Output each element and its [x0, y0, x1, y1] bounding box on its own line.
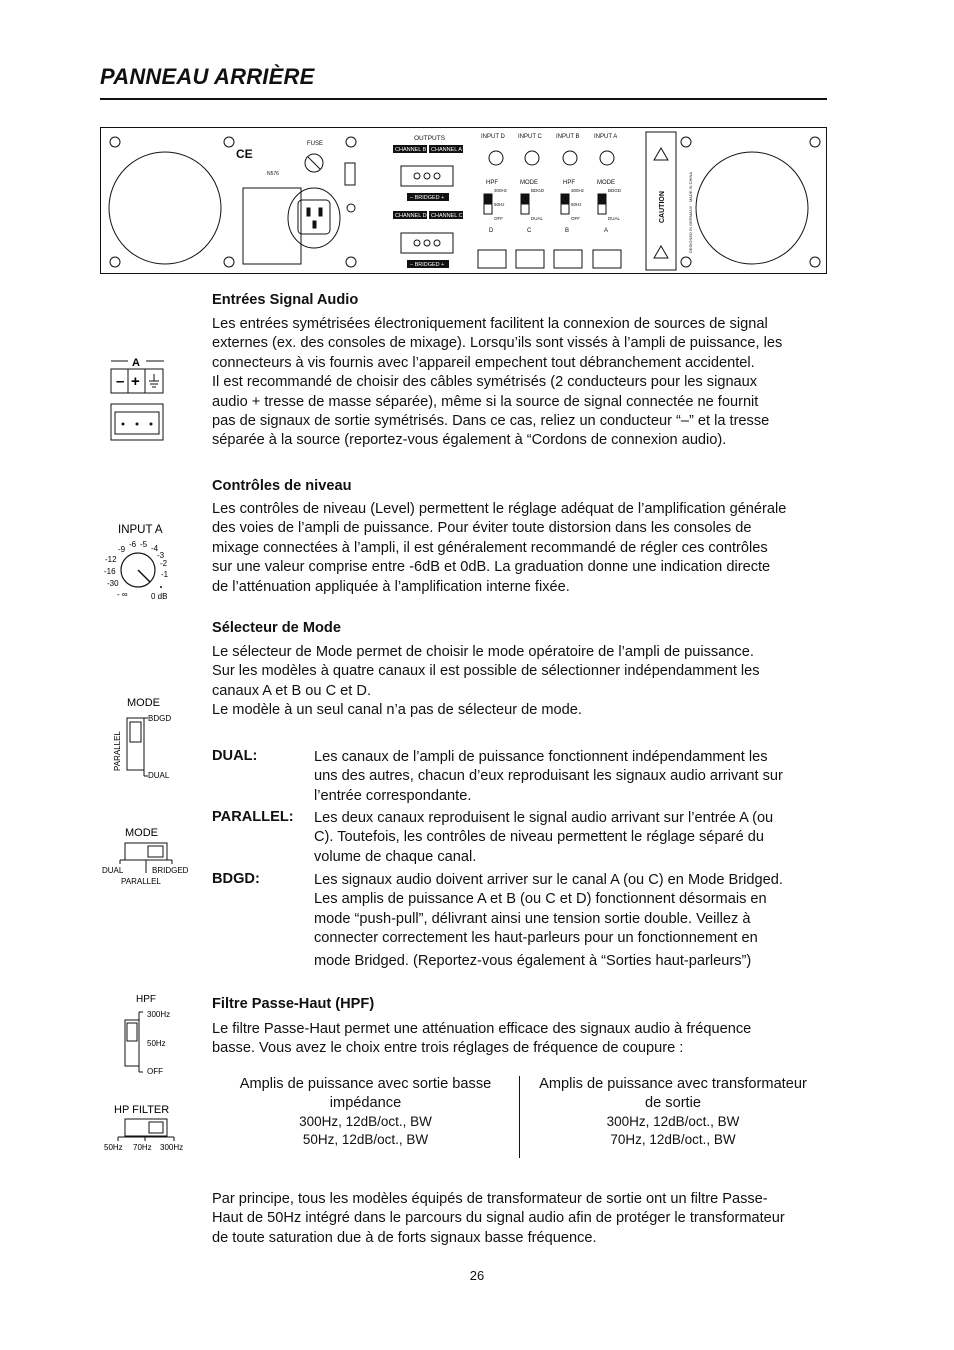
hpf-v-bottom: OFF: [147, 1067, 163, 1076]
mode-h-label: MODE: [125, 827, 158, 839]
mode-v-label: MODE: [127, 697, 160, 709]
title-rule: [100, 98, 827, 100]
caution-label: CAUTION: [659, 191, 666, 223]
hpf-table-right-column: [519, 1075, 827, 1149]
hpf-heading: Filtre Passe-Haut (HPF): [212, 996, 375, 1012]
text-line: canaux A et B ou C et D.: [212, 682, 372, 699]
parallel-term: PARALLEL:: [212, 809, 294, 825]
ce-mark: CE: [236, 147, 253, 161]
mode-v-bottom: DUAL: [148, 771, 170, 780]
hpf-h-label: HP FILTER: [114, 1104, 170, 1116]
text-line: C). Toutefois, les contrôles de niveau permettent le réglage séparé du: [314, 829, 764, 846]
svg-text:DUAL: DUAL: [608, 216, 621, 221]
right-fan-icon: [696, 152, 808, 264]
mode-switch-horizontal-figure: [100, 823, 200, 896]
table-header-line: Amplis de puissance avec sortie basse: [239, 1076, 492, 1092]
hpf-v-mid: 50Hz: [147, 1039, 166, 1048]
svg-text:MODE: MODE: [597, 180, 615, 186]
text-line: uns des autres, chacun d’eux reproduisant les signaux audio arrivant sur: [314, 768, 783, 785]
channel-b-label: CHANNEL B: [395, 147, 427, 153]
svg-text:50Hz: 50Hz: [494, 202, 505, 207]
parallel-definition: [314, 809, 827, 867]
level-heading: Contrôles de niveau: [212, 478, 352, 494]
mode-heading: Sélecteur de Mode: [212, 620, 341, 636]
hpf-switch-horizontal-icon: [100, 1100, 200, 1156]
hpf-switch-vertical-icon: [120, 990, 190, 1080]
scale-m12: -12: [105, 555, 117, 564]
text-line: mode “push-pull”, délivrant ainsi une tension sortie double. Veillez à: [314, 910, 751, 927]
bridged-label-top: – BRIDGED +: [410, 195, 445, 201]
hpf-closing-text: [212, 1190, 827, 1248]
text-line: Les canaux de l’ampli de puissance fonctionnent indépendamment les: [314, 749, 768, 765]
input-c-label: INPUT C: [518, 134, 542, 140]
hpf-h-50: 50Hz: [104, 1143, 123, 1152]
scale-m3: -3: [157, 551, 165, 560]
level-text: [212, 500, 827, 597]
svg-text:–: –: [116, 373, 125, 390]
text-line: pas de signaux de sortie symétrisés. Dans ce cas, reliez un conducteur “–” et la tresse: [212, 413, 770, 430]
svg-text:300Hz: 300Hz: [494, 188, 508, 193]
text-line: Le sélecteur de Mode permet de choisir le mode opératoire de l’ampli de puissance.: [212, 644, 754, 660]
table-header-line: impédance: [329, 1095, 402, 1111]
svg-text:MODE: MODE: [520, 180, 538, 186]
table-cell: 50Hz, 12dB/oct., BW: [302, 1132, 429, 1147]
text-line: Il est recommandé de choisir des câbles symétrisés (2 conducteurs pour les signaux: [212, 374, 758, 391]
mode-v-side: PARALLEL: [113, 731, 122, 771]
text-line: Les entrées symétrisées électroniquement facilitent la connexion de sources de signal: [212, 316, 768, 332]
left-fan-icon: [109, 152, 221, 264]
svg-text:BDGD: BDGD: [608, 188, 622, 193]
page-number: 26: [469, 1268, 485, 1283]
page-title: PANNEAU ARRIÈRE: [100, 64, 315, 89]
scale-m9: -9: [118, 545, 126, 554]
text-line: de toute saturation due à de forts signaux basse fréquence.: [212, 1229, 597, 1246]
scale-m4: -4: [151, 544, 159, 553]
bridged-label-bottom: – BRIDGED +: [410, 262, 445, 268]
table-divider: [519, 1076, 520, 1158]
text-line: connecter correctement les haut-parleurs pour un fonctionnement en: [314, 930, 758, 947]
mode-v-top: BDGD: [148, 714, 172, 723]
fuse-label: FUSE: [307, 141, 324, 147]
svg-text:OFF: OFF: [494, 216, 503, 221]
scale-m6: -6: [129, 540, 137, 549]
svg-text:+: +: [131, 373, 140, 390]
table-header-line: de sortie: [645, 1095, 701, 1111]
channel-a-label: CHANNEL A: [431, 147, 462, 153]
scale-m1: -1: [161, 570, 169, 579]
svg-text:HPF: HPF: [486, 180, 498, 186]
hpf-text: [212, 1020, 827, 1059]
knob-label: INPUT A: [118, 524, 163, 536]
connector-channel-label: A: [132, 357, 140, 369]
text-line: Par principe, tous les modèles équipés de transformateur de sortie ont un filtre Passe-: [212, 1191, 768, 1207]
text-line: externes (ex. des consoles de mixage). Lorsqu’ils sont vissés à l’ampli de puissance, les: [212, 335, 783, 352]
hpf-v-top: 300Hz: [147, 1010, 171, 1019]
audio-inputs-heading: Entrées Signal Audio: [212, 292, 359, 308]
svg-text:50Hz: 50Hz: [571, 202, 582, 207]
svg-text:300Hz: 300Hz: [571, 188, 585, 193]
text-line: connecteurs à vis fournis avec l’appareil empechent tout débranchement accidentel.: [212, 354, 755, 371]
svg-text:DUAL: DUAL: [531, 216, 544, 221]
scale-m16: -16: [104, 567, 116, 576]
hpf-table-left-column: [212, 1075, 519, 1149]
mode-switch-vertical-icon: [108, 694, 188, 786]
scale-m5: -5: [140, 540, 148, 549]
input-d-label: INPUT D: [481, 134, 505, 140]
channel-d-label: CHANNEL D: [395, 213, 427, 219]
mode-h-right: BRIDGED: [152, 866, 189, 875]
svg-text:OFF: OFF: [571, 216, 580, 221]
text-line: des voies de l’ampli de puissance. Pour éviter toute distorsion dans les consoles de: [212, 520, 752, 537]
scale-m30: -30: [107, 579, 119, 588]
hpf-h-300: 300Hz: [160, 1143, 184, 1152]
mode-switch-vertical-figure: [108, 694, 188, 791]
audio-inputs-text: [212, 315, 827, 451]
input-connector-icon: [108, 352, 168, 444]
svg-text:A: A: [604, 228, 609, 234]
text-line: l’entrée correspondante.: [314, 787, 472, 804]
rear-panel-drawing: [101, 128, 828, 275]
text-line: Les deux canaux reproduisent le signal audio arrivant sur l’entrée A (ou: [314, 810, 774, 826]
level-knob-icon: [100, 520, 180, 602]
input-connector-figure: [108, 352, 168, 449]
level-knob-figure: [100, 520, 180, 607]
svg-text:B: B: [565, 228, 570, 234]
text-line: séparée à la source (reportez-vous également à “Cordons de connexion audio).: [212, 432, 727, 449]
scale-0db: 0 dB: [151, 592, 168, 601]
dual-term: DUAL:: [212, 748, 258, 764]
mode-h-left: DUAL: [102, 866, 124, 875]
text-line: de l’atténuation appliquée à l’amplification interne fixée.: [212, 578, 570, 595]
n576-label: N576: [267, 171, 279, 177]
bdgd-definition: [314, 871, 827, 971]
input-b-label: INPUT B: [556, 134, 580, 140]
svg-text:C: C: [527, 228, 532, 234]
mode-h-below: PARALLEL: [121, 877, 161, 886]
hpf-switch-horizontal-figure: [100, 1100, 200, 1161]
bdgd-term: BDGD:: [212, 871, 260, 887]
text-line: volume de chaque canal.: [314, 848, 477, 865]
svg-text:HPF: HPF: [563, 180, 575, 186]
rear-panel-illustration: [100, 127, 827, 274]
text-line: Les contrôles de niveau (Level) permettent le réglage adéquat de l’amplification générale: [212, 501, 787, 517]
input-a-label: INPUT A: [594, 134, 618, 140]
svg-text:D: D: [489, 228, 494, 234]
text-line: Les amplis de puissance A et B (ou C et D) fonctionnent désormais en: [314, 891, 767, 908]
dual-definition: [314, 748, 827, 806]
channel-c-label: CHANNEL C: [431, 213, 463, 219]
mode-switch-horizontal-icon: [100, 823, 200, 891]
table-header-line: Amplis de puissance avec transformateur: [539, 1076, 807, 1092]
table-cell: 300Hz, 12dB/oct., BW: [299, 1114, 432, 1129]
made-in-label: DESIGNED IN GERMANY · MADE IN CHINA: [688, 171, 693, 253]
hpf-h-70: 70Hz: [133, 1143, 152, 1152]
text-line: Le filtre Passe-Haut permet une atténuation efficace des signaux audio à fréquence: [212, 1021, 752, 1037]
text-line: mixage connectées à l’ampli, il est généralement recommandé de régler ces contrôles: [212, 539, 768, 556]
text-line: audio + tresse de masse séparée), même si la source de signal connectée ne fournit: [212, 393, 759, 410]
scale-minf: - ∞: [117, 590, 128, 599]
outputs-label: OUTPUTS: [414, 135, 446, 142]
text-line: Les signaux audio doivent arriver sur le canal A (ou C) en Mode Bridged.: [314, 872, 783, 888]
text-line: Haut de 50Hz intégré dans le parcours du signal audio afin de protéger le transformateur: [212, 1210, 785, 1227]
hpf-switch-vertical-figure: [120, 990, 190, 1085]
table-cell: 300Hz, 12dB/oct., BW: [606, 1114, 740, 1129]
text-line: sur une valeur comprise entre -6dB et 0dB. La graduation donne une indication directe: [212, 559, 771, 576]
text-line: Le modèle à un seul canal n’a pas de sélecteur de mode.: [212, 702, 582, 719]
mode-text: [212, 643, 827, 721]
table-cell: 70Hz, 12dB/oct., BW: [610, 1132, 736, 1147]
svg-text:BDGD: BDGD: [531, 188, 545, 193]
text-line: basse. Vous avez le choix entre trois réglages de fréquence de coupure :: [212, 1040, 684, 1057]
text-line: mode Bridged. (Reportez-vous également à “Sorties haut-parleurs”): [314, 952, 752, 969]
text-line: Sur les modèles à quatre canaux il est possible de sélectionner indépendamment les: [212, 663, 760, 680]
scale-m2: -2: [160, 559, 168, 568]
hpf-v-label: HPF: [136, 994, 156, 1005]
